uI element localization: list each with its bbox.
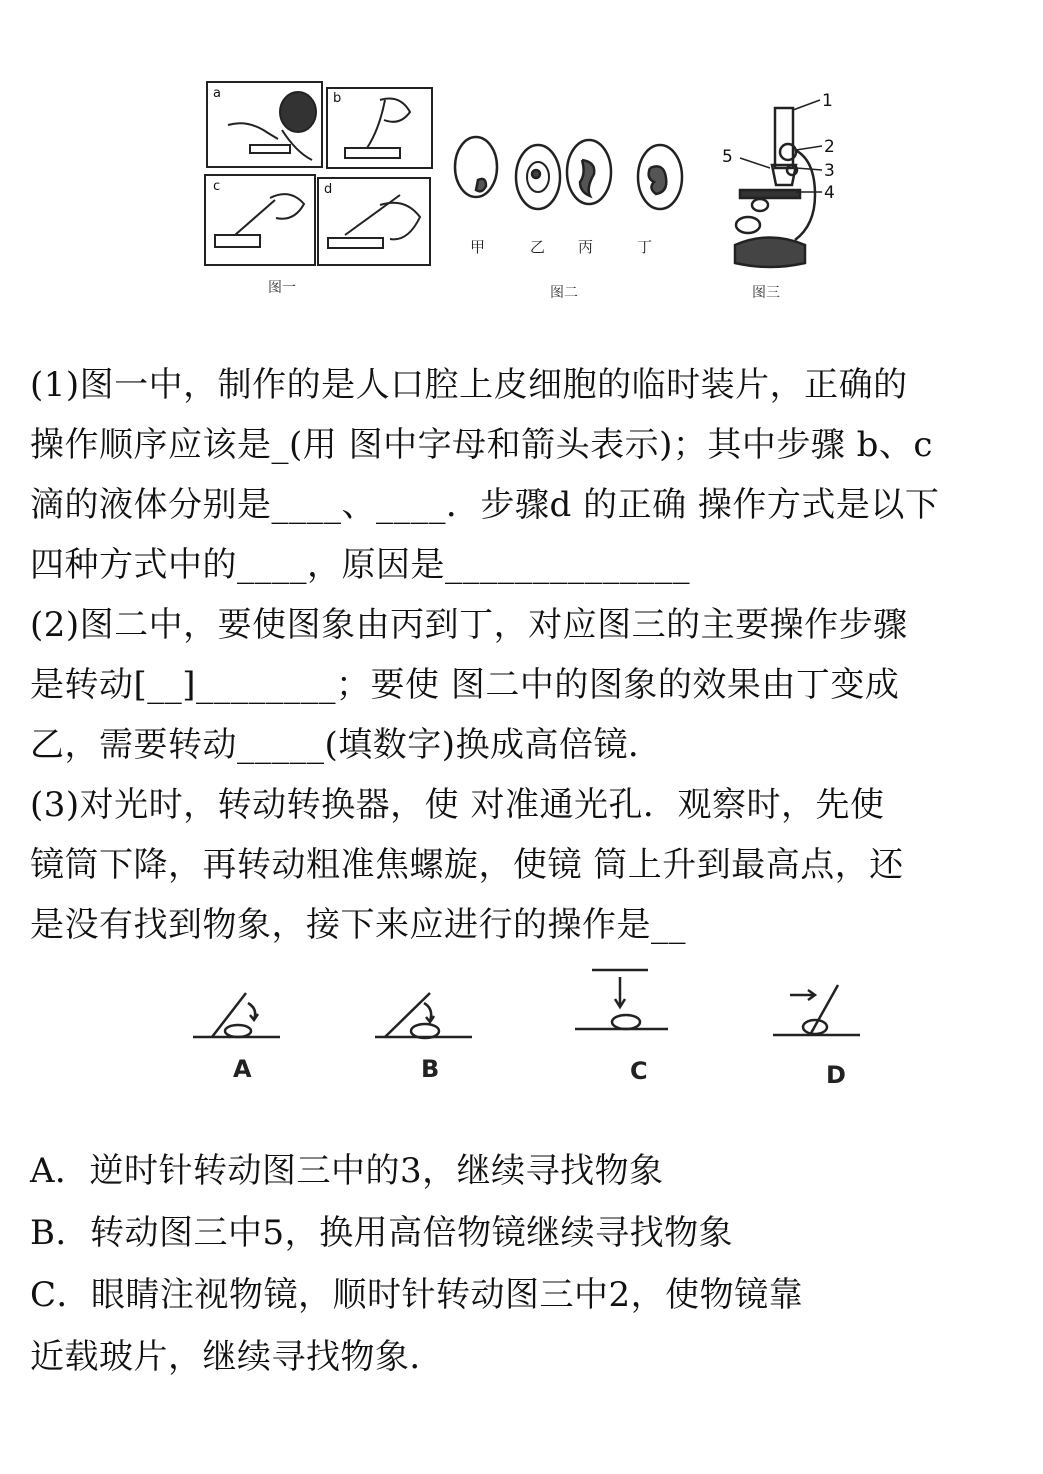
question-body <box>30 355 1020 955</box>
hand-icon <box>380 203 420 240</box>
method-label-c: C <box>630 1057 648 1085</box>
figure-2-labels <box>470 238 652 256</box>
slide-icon <box>215 235 260 247</box>
option-c-continued: 近载玻片，继续寻找物象． <box>30 1337 444 1377</box>
coverslip-method-a <box>193 993 280 1037</box>
figures-strip <box>0 0 1043 340</box>
panel-letter-c: c <box>213 179 221 194</box>
panel-b-frame <box>327 88 432 168</box>
question-line: (3)对光时，转动转换器，使 对准通光孔．观察时，先使 <box>30 785 885 825</box>
question-line: 操作顺序应该是_(用 图中字母和箭头表示)；其中步骤 b、c <box>30 425 933 465</box>
cell-image <box>649 166 667 194</box>
question-line: 是没有找到物象，接下来应进行的操作是__ <box>30 905 686 945</box>
leader-line-1 <box>793 100 820 110</box>
coverslip-methods <box>0 955 1043 1095</box>
stage <box>740 190 800 198</box>
coverslip-method-b <box>375 993 472 1038</box>
question-line: 滴的液体分别是____、____．步骤d 的正确 操作方式是以下 <box>30 485 940 525</box>
option-a: A．逆时针转动图三中的3，继续寻找物象 <box>30 1151 664 1191</box>
figure-2-caption: 图二 <box>550 285 578 301</box>
question-line: (2)图二中，要使图象由丙到丁，对应图三的主要操作步骤 <box>30 605 908 645</box>
part-number-1: 1 <box>822 91 833 111</box>
coverslip-line <box>810 985 838 1035</box>
dropper-icon <box>367 100 385 148</box>
question-line: (1)图一中，制作的是人口腔上皮细胞的临时装片，正确的 <box>30 365 908 405</box>
coverslip-method-d <box>773 985 860 1035</box>
method-label-b: B <box>421 1055 440 1083</box>
method-label-d: D <box>826 1061 846 1089</box>
hand-toothpick-icon <box>228 123 278 139</box>
part-number-3: 3 <box>824 161 835 181</box>
cell-label-ding: 丁 <box>637 238 653 256</box>
figure-3-microscope <box>735 100 822 267</box>
question-line: 乙，需要转动_____(填数字)换成高倍镜． <box>30 725 663 765</box>
method-label-a: A <box>233 1055 252 1083</box>
base <box>735 238 805 268</box>
coverslip-method-c <box>575 970 668 1029</box>
diaphragm <box>752 199 768 211</box>
cell-label-bing: 丙 <box>578 238 594 256</box>
panel-c-frame <box>205 175 315 265</box>
panel-letter-d: d <box>324 182 333 197</box>
tweezers-icon <box>345 195 400 235</box>
leader-line-3 <box>796 168 822 170</box>
mirror <box>736 217 760 233</box>
figure-1-caption: 图一 <box>268 280 296 296</box>
dropper-icon <box>235 200 275 235</box>
slide-icon <box>345 148 400 158</box>
figure-2-fields <box>455 137 682 209</box>
part-number-4: 4 <box>824 183 835 203</box>
question-line: 四种方式中的____，原因是______________ <box>30 545 690 585</box>
coverslip-line <box>385 993 430 1037</box>
water-drop <box>612 1015 640 1029</box>
coverslip-line <box>212 993 246 1037</box>
leader-line-2 <box>796 146 822 150</box>
panel-letter-b: b <box>333 91 342 106</box>
question-line: 是转动[__]________；要使 图二中的图象的效果由丁变成 <box>30 665 900 705</box>
answer-options <box>30 1140 1020 1388</box>
slide-icon <box>328 238 383 248</box>
leader-line-5 <box>740 158 770 168</box>
panel-d-frame <box>318 178 430 265</box>
part-number-5: 5 <box>722 147 733 167</box>
figure-1-panels <box>205 82 432 265</box>
panel-letter-a: a <box>213 86 221 101</box>
water-drop <box>225 1025 251 1037</box>
question-line: 镜筒下降，再转动粗准焦螺旋，使镜 筒上升到最高点，还 <box>30 845 904 885</box>
option-b: B．转动图三中5，换用高倍物镜继续寻找物象 <box>30 1213 734 1253</box>
cell-label-yi: 乙 <box>530 238 546 256</box>
cell-nucleus <box>532 170 540 178</box>
hand-icon <box>270 194 304 219</box>
figure-3-caption: 图三 <box>752 285 780 301</box>
option-c: C．眼睛注视物镜，顺时针转动图三中2，使物镜靠 <box>30 1275 804 1315</box>
person-head-icon <box>280 92 316 132</box>
slide-icon <box>250 145 290 153</box>
cell-label-jia: 甲 <box>470 238 486 256</box>
part-number-2: 2 <box>824 137 835 157</box>
cell-image <box>476 179 486 191</box>
cell-image <box>580 160 594 196</box>
